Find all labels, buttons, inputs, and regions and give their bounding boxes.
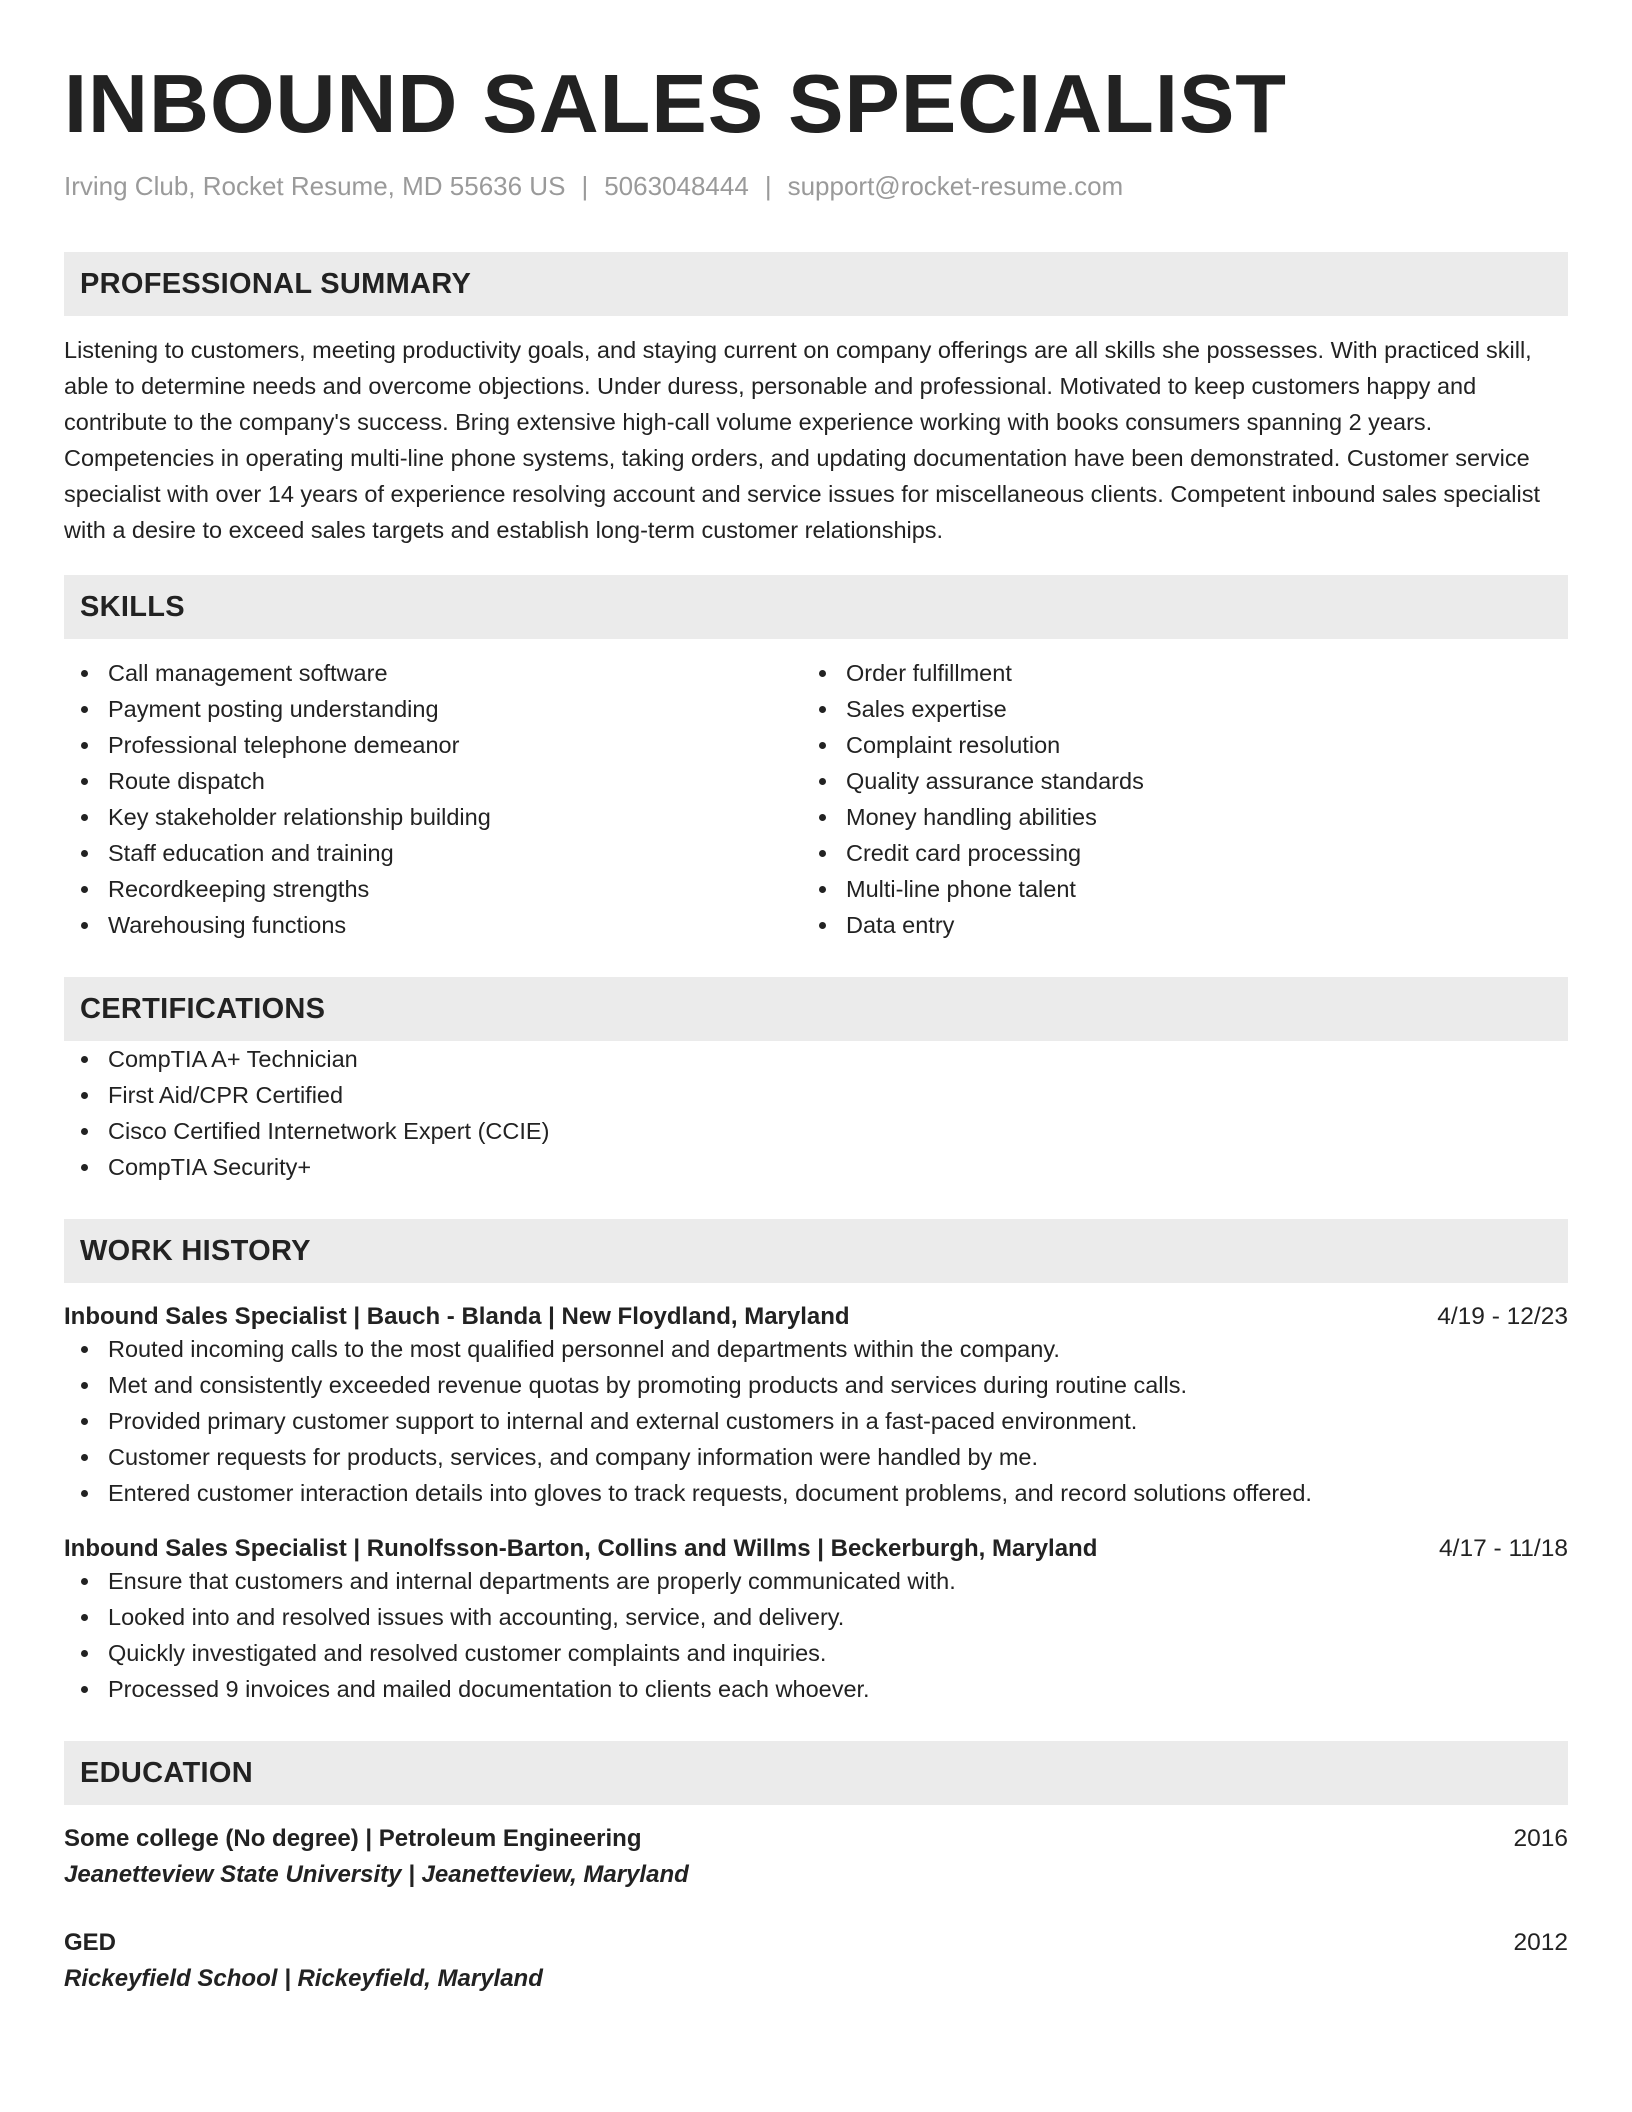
job-bullets [64,1563,1568,1707]
certification-item: CompTIA A+ Technician [64,1041,1568,1077]
certification-item: Cisco Certified Internetwork Expert (CCIE) [64,1113,1568,1149]
section-header-work-history: WORK HISTORY [64,1219,1568,1283]
job-bullet: Processed 9 invoices and mailed documentation to clients each whoever. [64,1671,1568,1707]
summary-text: Listening to customers, meeting productivity goals, and staying current on company offerings are all skills she possesses. With practiced skill, able to determine needs and overcome objections. Under duress, personable and professional. Motivated to keep customers happy and contribute to the company's success. Bring extensive high-call volume experience working with books consumers spanning 2 years. Competencies in operating multi-line phone systems, taking orders, and updating documentation have been demonstrated. Customer service specialist with over 14 years of experience resolving account and service issues for miscellaneous clients. Competent inbound sales specialist with a desire to exceed sales targets and establish long-term customer relationships. [64,337,1541,543]
skill-item: Warehousing functions [64,907,802,943]
job-bullet: Ensure that customers and internal departments are properly communicated with. [64,1563,1568,1599]
job-bullet: Customer requests for products, services, and company information were handled by me. [64,1439,1568,1475]
skill-item: Professional telephone demeanor [64,727,802,763]
job-heading-row [64,1303,1568,1331]
contact-separator: | [764,171,772,201]
skill-item: Credit card processing [802,835,1540,871]
contact-separator: | [581,171,589,201]
skill-item: Route dispatch [64,763,802,799]
certification-item: First Aid/CPR Certified [64,1077,1568,1113]
skill-item: Money handling abilities [802,799,1540,835]
section-header-certifications: CERTIFICATIONS [64,977,1568,1041]
education-degree: GED [64,1929,117,1956]
certifications-list [64,1041,1568,1185]
section-header-education: EDUCATION [64,1741,1568,1805]
skill-item: Key stakeholder relationship building [64,799,802,835]
job-title: Inbound Sales Specialist | Bauch - Blanda | New Floydland, Maryland [64,1303,850,1330]
education-year: 2016 [1513,1825,1568,1852]
skills-column-left [64,655,802,943]
certification-item: CompTIA Security+ [64,1149,1568,1185]
skill-item: Sales expertise [802,691,1540,727]
education-school: Rickeyfield School | Rickeyfield, Maryland [64,1965,543,1992]
education-degree: Some college (No degree) | Petroleum Engineering [64,1825,642,1852]
contact-line [64,171,1568,202]
skill-item: Payment posting understanding [64,691,802,727]
skill-item: Recordkeeping strengths [64,871,802,907]
skill-item: Call management software [64,655,802,691]
job-dates: 4/17 - 11/18 [1439,1535,1568,1562]
skill-item: Data entry [802,907,1540,943]
contact-address: Irving Club, Rocket Resume, MD 55636 US [64,171,566,201]
skills-column-right [802,655,1540,943]
skill-item: Staff education and training [64,835,802,871]
contact-email: support@rocket-resume.com [787,171,1124,201]
section-header-skills: SKILLS [64,575,1568,639]
job-bullet: Provided primary customer support to internal and external customers in a fast-paced environment. [64,1403,1568,1439]
job-heading-row [64,1535,1568,1563]
job-dates: 4/19 - 12/23 [1437,1303,1568,1330]
skills-list [64,655,1568,943]
section-header-summary: PROFESSIONAL SUMMARY [64,252,1568,316]
job-bullet: Entered customer interaction details into gloves to track requests, document problems, and record solutions offered. [64,1475,1568,1511]
candidate-name: INBOUND SALES SPECIALIST [64,57,1288,150]
skill-item: Complaint resolution [802,727,1540,763]
education-heading-row [64,1929,1568,1957]
job-bullets [64,1331,1568,1511]
skill-item: Quality assurance standards [802,763,1540,799]
job-bullet: Routed incoming calls to the most qualified personnel and departments within the company. [64,1331,1568,1367]
job-bullet: Quickly investigated and resolved customer complaints and inquiries. [64,1635,1568,1671]
job-bullet: Met and consistently exceeded revenue quotas by promoting products and services during routine calls. [64,1367,1568,1403]
education-year: 2012 [1513,1929,1568,1956]
contact-phone: 5063048444 [604,171,749,201]
job-title: Inbound Sales Specialist | Runolfsson-Barton, Collins and Willms | Beckerburgh, Maryland [64,1535,1098,1562]
job-bullet: Looked into and resolved issues with accounting, service, and delivery. [64,1599,1568,1635]
skill-item: Order fulfillment [802,655,1540,691]
education-heading-row [64,1825,1568,1853]
skill-item: Multi-line phone talent [802,871,1540,907]
education-school: Jeanetteview State University | Jeanetteview, Maryland [64,1861,689,1888]
